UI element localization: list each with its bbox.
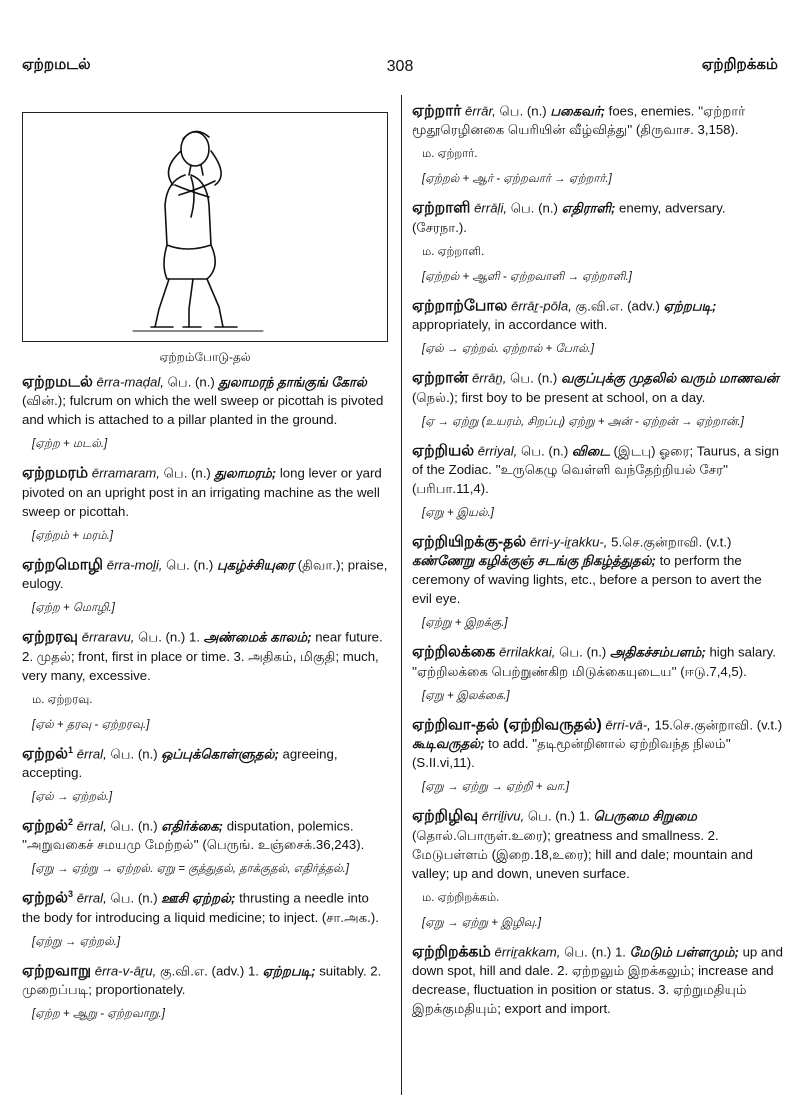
- dictionary-entry: [412, 195, 784, 286]
- dictionary-entry: [412, 293, 784, 359]
- grammar-label: பெ. (n.): [499, 103, 551, 119]
- grammar-label: பெ. (n.): [110, 890, 162, 906]
- etymology: [ஏல் + தரவு - ஏற்றரவு.]: [32, 718, 150, 731]
- tamil-gloss: பெருமை சிறுமை: [593, 808, 697, 824]
- english-definition: near future. 2. முதல்; front, first in place or time. 3. அதிகம், மிகுதி; much, very many, excessive.: [22, 629, 383, 683]
- etymology: [ஏல் → ஏற்றல்.]: [32, 790, 113, 803]
- headword-superscript: 2: [68, 816, 74, 827]
- dictionary-entry: [412, 939, 784, 1018]
- tamil-gloss: கண்ணேறு கழிக்குஞ் சடங்கு நிகழ்த்துதல்;: [412, 553, 656, 569]
- headword-superscript: 1: [68, 744, 74, 755]
- transliteration: ērral,: [76, 745, 107, 761]
- transliteration: ērriṟakkam,: [494, 943, 561, 959]
- dictionary-entry: [22, 369, 388, 454]
- headword: ஏற்றல்: [22, 889, 69, 907]
- english-definition: appropriately, in accordance with.: [412, 317, 608, 333]
- dictionary-entry: [412, 98, 784, 189]
- etymology: [ஏற்று + இறக்கு.]: [422, 617, 508, 630]
- header-left-word: ஏற்றமடல்: [22, 56, 91, 73]
- english-definition: foes, enemies. ''ஏற்றார் மூதூரெழினகை யெரியின் வீழ்வித்து'' (திருவாச. 3,158).: [412, 103, 746, 138]
- grammar-label: கு.வி.எ. (adv.): [575, 298, 664, 314]
- headword: ஏற்றிவா-தல் (ஏற்றிவருதல்): [412, 716, 602, 734]
- transliteration: ērri-vā-,: [605, 717, 651, 733]
- etymology: [ஏற்ற + ஆறு - ஏற்றவாறு.]: [32, 1008, 165, 1021]
- entry-text: [22, 369, 388, 429]
- tamil-gloss: துலாமரம்;: [214, 465, 277, 481]
- grammar-label: பெ. (n.): [166, 557, 217, 573]
- headword: ஏற்றமொழி: [22, 556, 104, 574]
- etymology: [ஏறு → ஏற்று → ஏற்றல். ஏறு = குத்துதல், தாக்குதல், எதிர்த்தல்.]: [32, 863, 349, 876]
- entry-text: [412, 293, 784, 334]
- etymology: [ஏற்றல் + ஆர் - ஏற்றவார் → ஏற்றார்.]: [422, 173, 612, 186]
- headword: ஏற்றல்: [22, 744, 69, 762]
- english-definition: (இடபு) ஓரை; Taurus, a sign of the Zodiac. ''உருகெழு வெள்ளி வந்தேற்றியல் சேர'' (பரிபா.11,4).: [412, 442, 779, 496]
- entry-text: [22, 552, 388, 593]
- tamil-gloss: கூடிவருதல்;: [412, 736, 485, 752]
- grammar-label: பெ. (n.) 1.: [138, 629, 204, 645]
- grammar-label: பெ. (n.) 1.: [527, 808, 594, 824]
- etymology: [ஏறு → ஏற்று → ஏற்றி + வா.]: [422, 781, 570, 794]
- grammar-label: பெ. (n.): [510, 200, 562, 216]
- malayalam-cognate: ம. ஏற்றார்.: [422, 148, 478, 161]
- malayalam-cognate: ம. ஏற்றரவு.: [32, 693, 93, 706]
- headword: ஏற்றமரம்: [22, 464, 89, 482]
- english-definition: (திவா.); praise, eulogy.: [22, 557, 388, 592]
- grammar-label: 5.செ.குன்றாவி. (v.t.): [611, 534, 732, 550]
- entry-text: [412, 939, 784, 1018]
- grammar-label: பெ. (n.): [110, 818, 162, 834]
- transliteration: ērrāḷi,: [474, 200, 508, 216]
- entry-text: [412, 803, 784, 882]
- transliteration: ērraravu,: [81, 629, 135, 645]
- grammar-label: பெ. (n.): [110, 745, 162, 761]
- english-definition: thrusting a needle into the body for introducing a liquid medicine; to inject. (சா.அக.).: [22, 890, 379, 925]
- english-definition: suitably. 2. முறைப்படி; proportionately.: [22, 963, 382, 998]
- english-definition: (வின்.); fulcrum on which the well sweep or picottah is pivoted and which is attached to a pillar planted in the ground.: [22, 393, 384, 428]
- grammar-label: பெ. (n.): [510, 370, 561, 386]
- transliteration: ērriyal,: [477, 442, 518, 458]
- entry-text: [412, 98, 784, 139]
- entry-text: [412, 712, 784, 772]
- transliteration: ērramaram,: [91, 465, 160, 481]
- english-definition: to add. ''தடிமூன்றினால் ஏற்றிவந்த நிலம்'' (S.II.vi,11).: [412, 736, 731, 771]
- header-right-word: ஏற்றிறக்கம்: [701, 56, 778, 73]
- transliteration: ērrilakkai,: [498, 644, 556, 660]
- etymology: [ஏற்றம் + மரம்.]: [32, 529, 113, 542]
- illustration-frame: [22, 112, 388, 342]
- dictionary-entry: [412, 438, 784, 523]
- entry-text: [22, 813, 388, 854]
- entry-text: [22, 741, 388, 782]
- transliteration: ērra-v-āṟu,: [94, 963, 157, 979]
- grammar-label: கு.வி.எ. (adv.) 1.: [159, 963, 263, 979]
- malayalam-cognate: ம. ஏற்றாளி.: [422, 245, 485, 258]
- left-column: [22, 98, 388, 1030]
- headword: ஏற்றரவு: [22, 628, 79, 646]
- dictionary-entry: [412, 365, 784, 431]
- transliteration: ērrāṟ-pōla,: [511, 298, 572, 314]
- grammar-label: பெ. (n.) 1.: [564, 943, 630, 959]
- tamil-gloss: ஊசி ஏற்றல்;: [161, 890, 236, 906]
- entry-text: [412, 639, 784, 680]
- english-definition: disputation, polemics. ''அறுவகைச் சமயமு மேற்றல்'' (பெருங். உஞ்சைக்.36,243).: [22, 818, 365, 853]
- tamil-gloss: அண்மைக் காலம்;: [203, 629, 312, 645]
- etymology: [ஏறு + இயல்.]: [422, 506, 494, 519]
- man-doing-thoppukaranam-drawing-icon: [23, 113, 389, 343]
- tamil-gloss: விடை: [571, 442, 610, 458]
- etymology: [ஏறு → ஏற்று + இழிவு.]: [422, 916, 542, 929]
- entry-text: [412, 195, 784, 236]
- transliteration: ērri-y-iṟakku-,: [529, 534, 608, 550]
- dictionary-entry: [22, 813, 388, 879]
- english-definition: enemy, adversary. (சேரநா.).: [412, 200, 726, 235]
- transliteration: ērrāṉ,: [471, 370, 507, 386]
- headword: ஏற்றியல்: [412, 441, 475, 459]
- entry-text: [22, 624, 388, 684]
- tamil-gloss: ஒப்புக்கொள்ளுதல்;: [161, 745, 279, 761]
- headword: ஏற்றவாறு: [22, 962, 92, 980]
- etymology: [ஏற்ற + மொழி.]: [32, 602, 115, 615]
- transliteration: ērriḻivu,: [481, 808, 525, 824]
- english-definition: (நெல்.); first boy to be present at school, on a day.: [412, 389, 706, 405]
- tamil-gloss: துலாமரந் தாங்குங் கோல்: [218, 374, 367, 390]
- etymology: [ஏற்றல் + ஆளி - ஏற்றவாளி → ஏற்றாளி.]: [422, 270, 632, 283]
- page-number: 308: [386, 58, 414, 75]
- tamil-gloss: மேடும் பள்ளமும்;: [629, 943, 739, 959]
- tamil-gloss: எதிராளி;: [561, 200, 616, 216]
- grammar-label: பெ. (n.): [163, 465, 215, 481]
- right-column: [412, 98, 784, 1020]
- headword: ஏற்றியிறக்கு-தல்: [412, 533, 527, 551]
- entry-text: [412, 365, 784, 406]
- dictionary-entry: [412, 529, 784, 633]
- headword: ஏற்றிழிவு: [412, 807, 479, 825]
- etymology: [ஏ → ஏற்று (உயரம், சிறப்பு) ஏற்று + அன் - ஏற்றன் → ஏற்றான்.]: [422, 415, 744, 428]
- headword: ஏற்றார்: [412, 102, 462, 120]
- english-definition: to perform the ceremony of waving lights, etc., before a person to avert the evil eye.: [412, 553, 762, 607]
- entry-text: [412, 529, 784, 608]
- headword: ஏற்றமடல்: [22, 373, 93, 391]
- headword: ஏற்றிறக்கம்: [412, 942, 491, 960]
- entry-text: [412, 438, 784, 498]
- tamil-gloss: ஏற்றபடி;: [663, 298, 717, 314]
- dictionary-entry: [22, 624, 388, 734]
- dictionary-entry: [22, 885, 388, 951]
- etymology: [ஏறு + இலக்கை.]: [422, 689, 510, 702]
- entry-text: [22, 885, 388, 926]
- etymology: [ஏற்று → ஏற்றல்.]: [32, 935, 121, 948]
- headword: ஏற்றிலக்கை: [412, 643, 496, 661]
- dictionary-entry: [22, 741, 388, 807]
- transliteration: ērral,: [76, 818, 107, 834]
- english-definition: up and down spot, hill and dale. 2. ஏற்றலும் இறக்கலும்; increase and decrease, fluctuation in position or status. 3. ஏற்றுமதியும் இறக்குமதியும்; export and import.: [412, 943, 783, 1016]
- entry-text: [22, 460, 388, 520]
- headword-superscript: 3: [68, 889, 74, 900]
- column-divider: [401, 95, 402, 1095]
- illustration-caption: ஏற்றம்போடு-தல்: [159, 350, 251, 364]
- transliteration: ērral,: [76, 890, 107, 906]
- right-entries: [412, 98, 784, 1018]
- headword: ஏற்றான்: [412, 369, 469, 387]
- grammar-label: பெ. (n.): [521, 442, 572, 458]
- english-definition: agreeing, accepting.: [22, 745, 338, 780]
- grammar-label: பெ. (n.): [559, 644, 610, 660]
- malayalam-cognate: ம. ஏற்றிறக்கம்.: [422, 891, 500, 904]
- left-entries: [22, 369, 388, 1024]
- grammar-label: 15.செ.குன்றாவி. (v.t.): [654, 717, 783, 733]
- tamil-gloss: புகழ்ச்சியுரை: [216, 557, 295, 573]
- tamil-gloss: எதிர்க்கை;: [161, 818, 224, 834]
- dictionary-entry: [22, 552, 388, 618]
- transliteration: ērra-maḍal,: [96, 374, 164, 390]
- transliteration: ērrār,: [465, 103, 496, 119]
- tamil-gloss: பகைவர்;: [550, 103, 605, 119]
- entry-text: [22, 958, 388, 999]
- etymology: [ஏல் → ஏற்றல். ஏற்றால் + போல்.]: [422, 343, 595, 356]
- dictionary-entry: [22, 958, 388, 1024]
- dictionary-entry: [412, 803, 784, 932]
- dictionary-entry: [22, 460, 388, 545]
- headword: ஏற்றல்: [22, 817, 69, 835]
- tamil-gloss: அதிகச்சம்பளம்;: [609, 644, 706, 660]
- english-definition: (தொல்.பொருள்.உரை); greatness and smallness. 2. மேடுபள்ளம் (இறை.18,உரை); hill and dale; mountain and valley; up and down, uneven surface.: [412, 827, 753, 881]
- english-definition: long lever or yard pivoted on an upright post in an irrigating machine as the well sweep or picottah.: [22, 465, 382, 519]
- english-definition: high salary. ''ஏற்றிலக்கை பெற்றுண்கிற மிடுக்கையுடைய'' (ஈடு.7,4,5).: [412, 644, 776, 679]
- headword: ஏற்றாற்போல: [412, 297, 508, 315]
- transliteration: ērra-moḻi,: [106, 557, 163, 573]
- etymology: [ஏற்ற + மடல்.]: [32, 438, 108, 451]
- tamil-gloss: வகுப்புக்கு முதலில் வரும் மாணவன்: [560, 370, 779, 386]
- dictionary-entry: [412, 712, 784, 797]
- tamil-gloss: ஏற்றபடி;: [262, 963, 316, 979]
- dictionary-entry: [412, 639, 784, 705]
- grammar-label: பெ. (n.): [167, 374, 219, 390]
- headword: ஏற்றாளி: [412, 199, 471, 217]
